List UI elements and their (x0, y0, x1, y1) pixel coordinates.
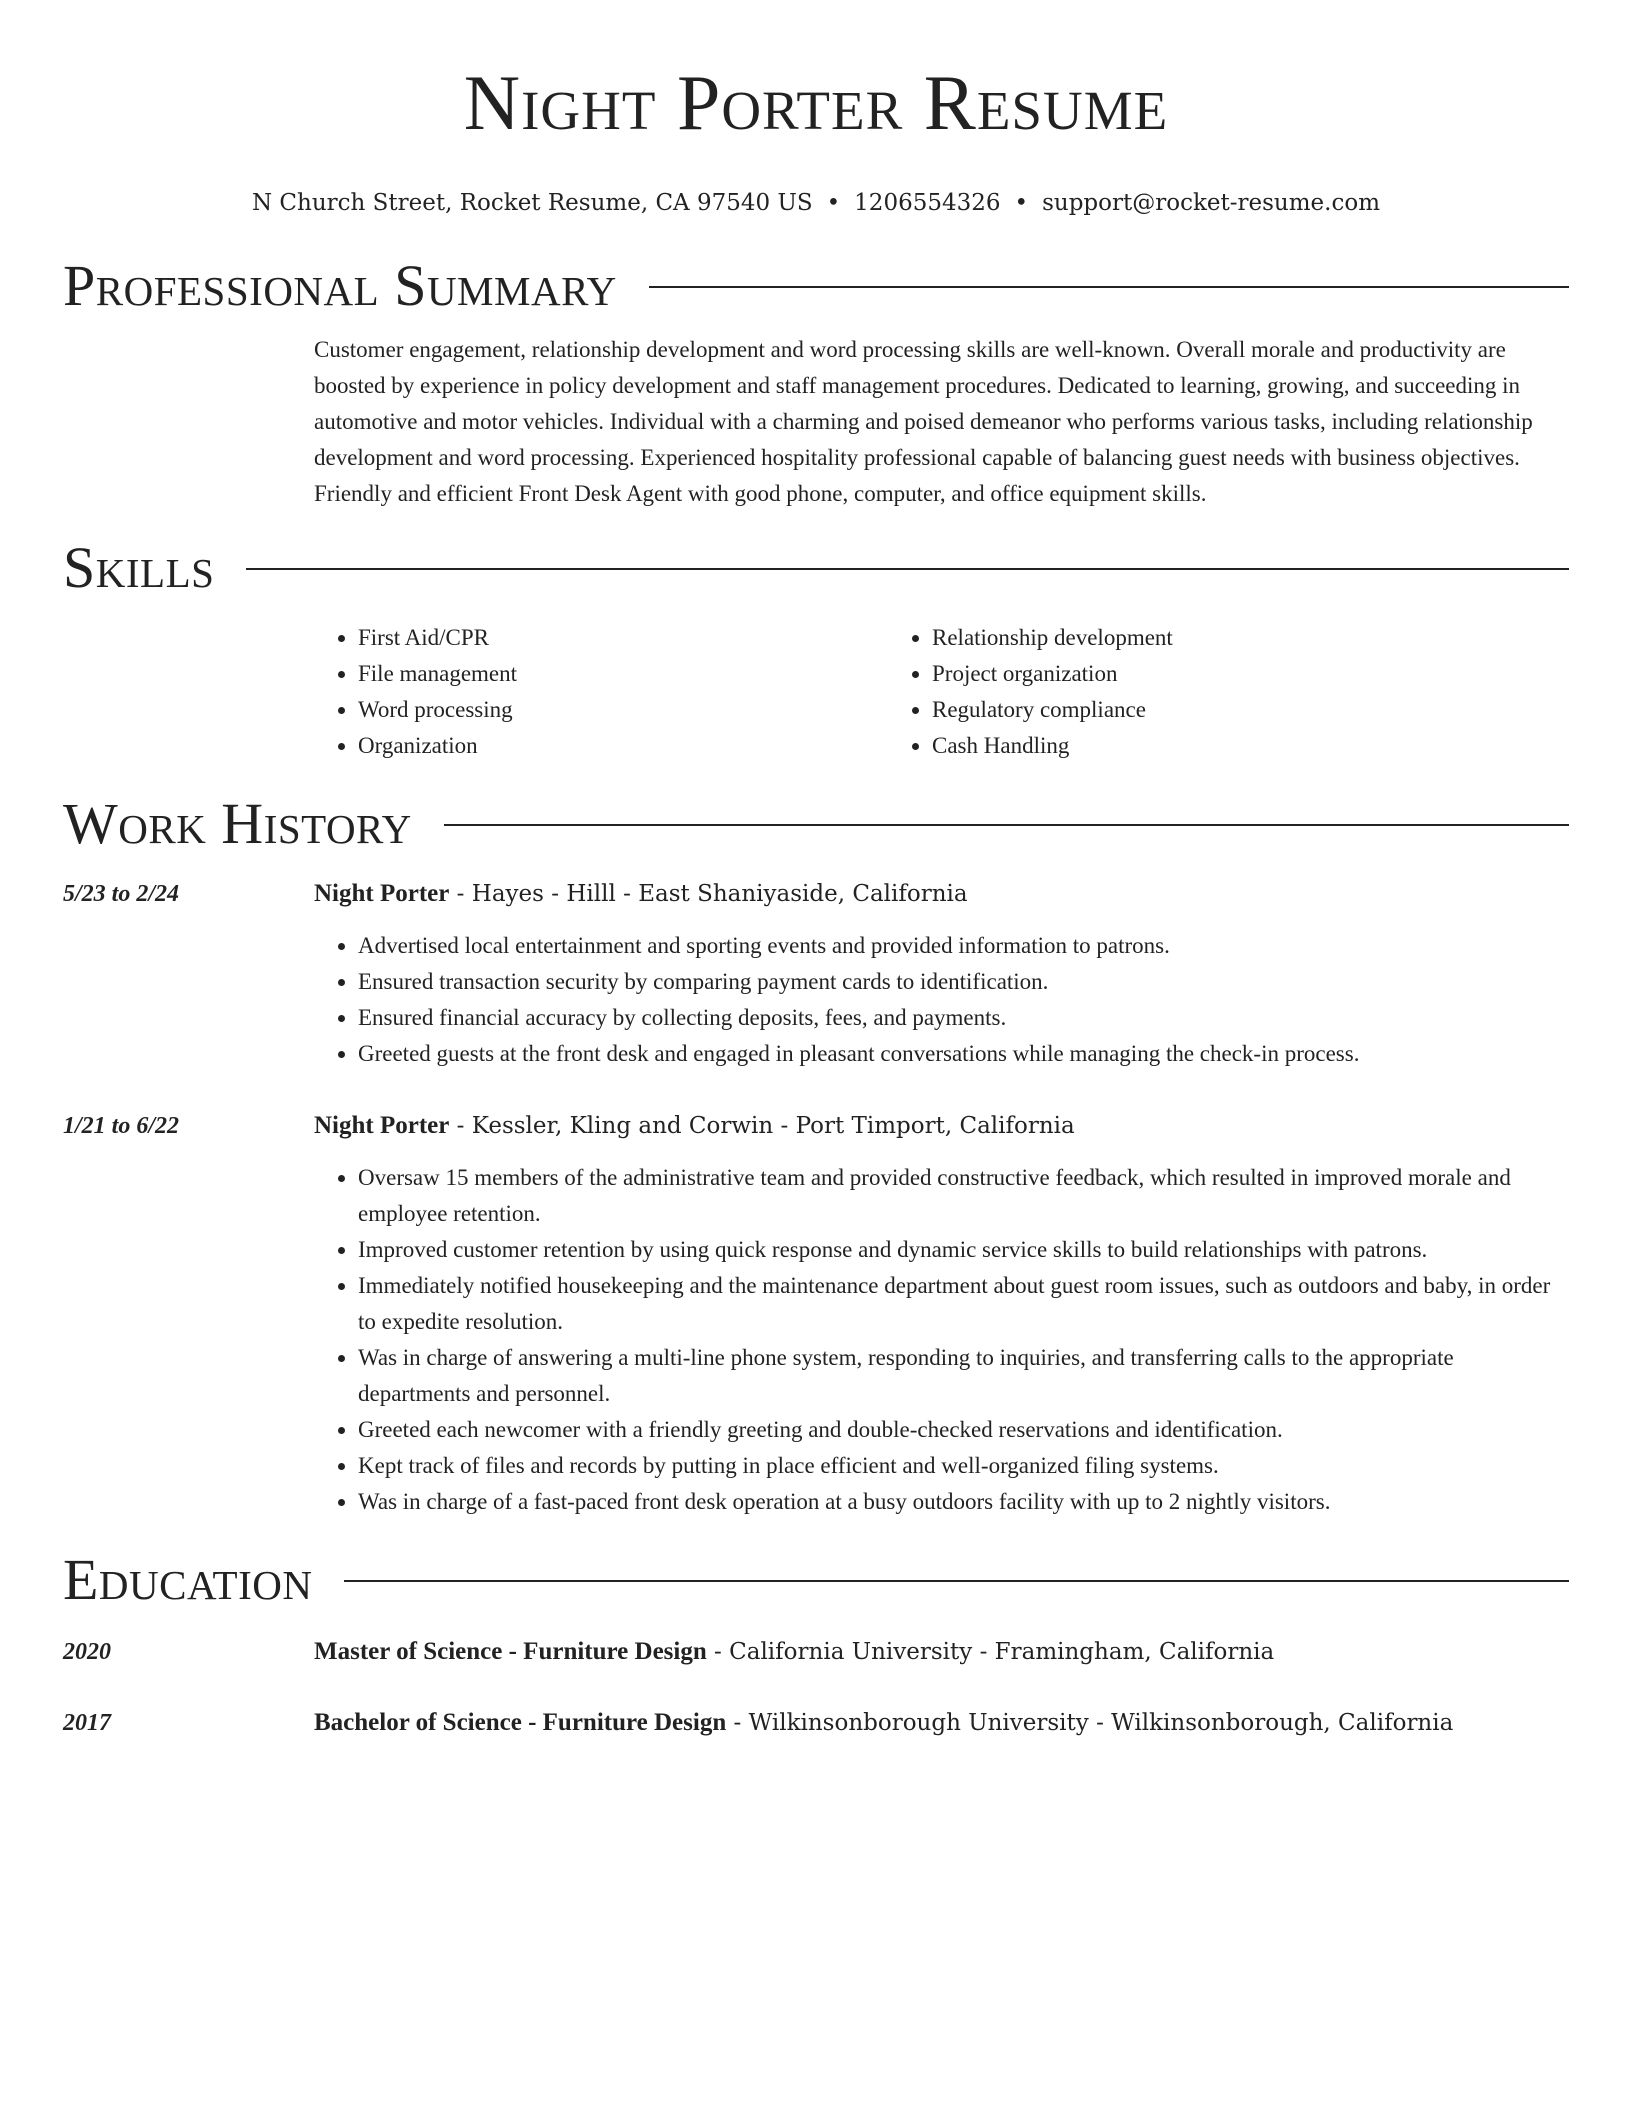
job-entry (63, 1108, 1569, 1520)
job-bullets (314, 928, 1569, 1072)
skill-item: • Cash Handling (932, 728, 1462, 764)
contact-email: support@rocket-resume.com (1042, 190, 1381, 216)
summary-section-header (63, 253, 1569, 318)
skills-heading: Skills (63, 535, 215, 600)
job-bullet: • Improved customer retention by using quick response and dynamic service skills to build relationships with patrons. (358, 1232, 1569, 1268)
education-heading-line (314, 1634, 1569, 1670)
contact-separator: • (826, 190, 841, 216)
resume-title: Night Porter Resume (463, 59, 1169, 146)
job-content (314, 1108, 1569, 1520)
work-heading: Work History (63, 791, 412, 856)
work-section-header (63, 791, 1569, 856)
education-heading: Education (63, 1547, 313, 1612)
skill-item: • Word processing (358, 692, 888, 728)
contact-phone: 1206554326 (854, 190, 1001, 216)
job-bullet: • Oversaw 15 members of the administrative team and provided constructive feedback, which resulted in improved morale and employee retention. (358, 1160, 1569, 1232)
skill-item: • File management (358, 656, 888, 692)
education-entry (63, 1634, 1569, 1670)
job-bullet: • Greeted guests at the front desk and engaged in pleasant conversations while managing the check-in process. (358, 1036, 1569, 1072)
education-details: - California University - Framingham, California (706, 1639, 1275, 1665)
skill-item: • First Aid/CPR (358, 620, 888, 656)
skill-item: • Relationship development (932, 620, 1462, 656)
education-year: 2017 (63, 1710, 111, 1736)
skills-list (314, 620, 1569, 764)
section-divider (246, 568, 1569, 570)
job-details: - Hayes - Hilll - East Shaniyaside, California (449, 881, 968, 907)
job-heading (314, 1108, 1569, 1144)
job-title: Night Porter (314, 1112, 450, 1139)
contact-separator: • (1014, 190, 1029, 216)
skill-item: • Organization (358, 728, 888, 764)
contact-line (63, 188, 1569, 218)
job-bullets (314, 1160, 1569, 1520)
summary-text: Customer engagement, relationship development and word processing skills are well-known. Overall morale and productivity are boosted by experience in policy development and staff management procedures. Dedicated to learning, growing, and succeeding in automotive and motor vehicles. Individual with a charming and poised demeanor who performs various tasks, including relationship development and word processing. Experienced hospitality professional capable of balancing guest needs with business objectives. Friendly and efficient Front Desk Agent with good phone, computer, and office equipment skills. (314, 337, 1533, 506)
job-entry (63, 876, 1569, 1072)
education-entry (63, 1705, 1569, 1741)
contact-address: N Church Street, Rocket Resume, CA 97540 US (251, 190, 813, 216)
job-title: Night Porter (314, 880, 450, 907)
education-year: 2020 (63, 1639, 111, 1665)
section-divider (344, 1580, 1569, 1582)
section-divider (649, 286, 1569, 288)
skill-item: • Regulatory compliance (932, 692, 1462, 728)
job-bullet: • Was in charge of a fast-paced front desk operation at a busy outdoors facility with up to 2 nightly visitors. (358, 1484, 1569, 1520)
education-section-header (63, 1547, 1569, 1612)
job-dates: 5/23 to 2/24 (63, 881, 180, 907)
job-bullet: • Ensured transaction security by comparing payment cards to identification. (358, 964, 1569, 1000)
job-bullet: • Was in charge of answering a multi-line phone system, responding to inquiries, and transferring calls to the appropriate departments and personnel. (358, 1340, 1569, 1412)
job-heading (314, 876, 1569, 912)
education-degree: Master of Science - Furniture Design (314, 1638, 707, 1665)
skill-item: • Project organization (932, 656, 1462, 692)
skills-section-header (63, 535, 1569, 600)
job-content (314, 876, 1569, 1072)
job-bullet: • Advertised local entertainment and sporting events and provided information to patrons. (358, 928, 1569, 964)
job-bullet: • Kept track of files and records by putting in place efficient and well-organized filing systems. (358, 1448, 1569, 1484)
job-bullet: • Greeted each newcomer with a friendly greeting and double-checked reservations and identification. (358, 1412, 1569, 1448)
skills-column-left (314, 620, 888, 764)
job-bullet: • Ensured financial accuracy by collecting deposits, fees, and payments. (358, 1000, 1569, 1036)
job-dates: 1/21 to 6/22 (63, 1113, 180, 1139)
education-degree: Bachelor of Science - Furniture Design (314, 1709, 727, 1736)
skills-column-right (888, 620, 1462, 764)
education-heading-line (314, 1705, 1569, 1741)
job-bullet: • Immediately notified housekeeping and the maintenance department about guest room issues, such as outdoors and baby, in order to expedite resolution. (358, 1268, 1569, 1340)
education-details: - Wilkinsonborough University - Wilkinsonborough, California (726, 1710, 1454, 1736)
section-divider (444, 824, 1569, 826)
job-details: - Kessler, Kling and Corwin - Port Timport, California (449, 1113, 1075, 1139)
summary-heading: Professional Summary (63, 253, 617, 318)
